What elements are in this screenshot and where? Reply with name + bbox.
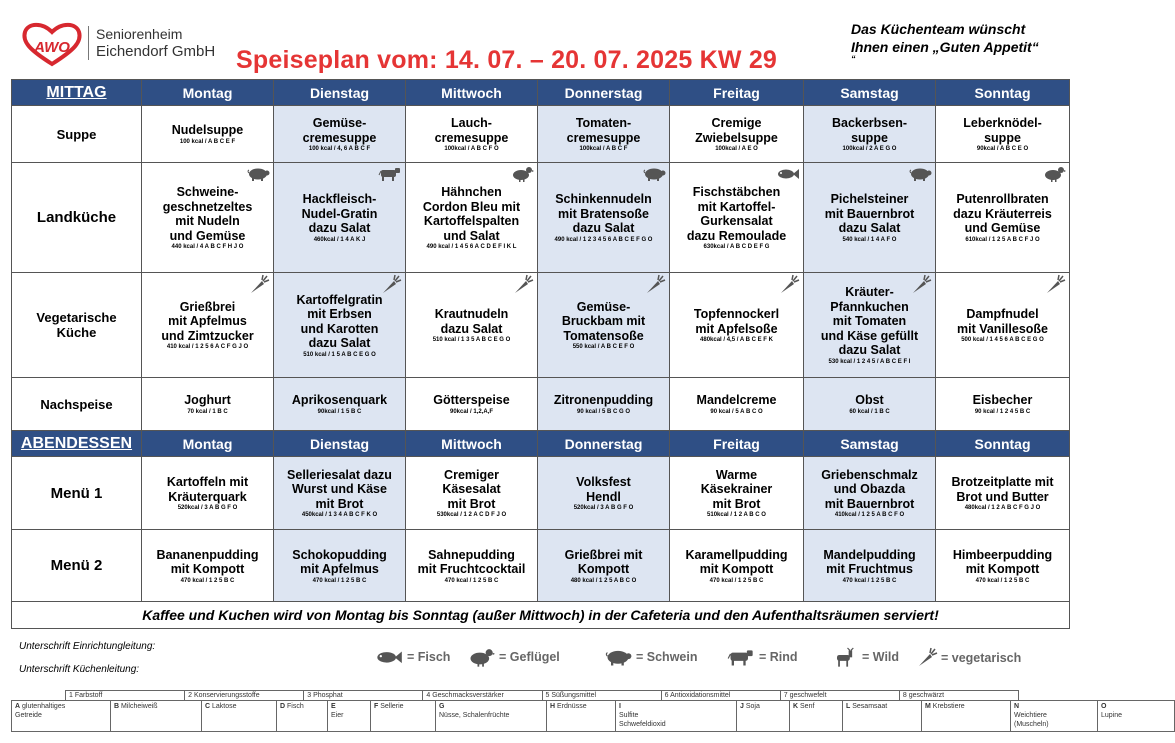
dish-nutrition: 460kcal / 1 4 A K J xyxy=(313,236,366,243)
dish-cell xyxy=(538,106,670,163)
dish-name: Himbeerpudding mit Kompott xyxy=(952,547,1053,576)
legend-label: = Fisch xyxy=(407,650,451,664)
row-label: Landküche xyxy=(12,163,142,273)
dish-cell xyxy=(274,457,406,530)
dish-name: Kräuter- Pfannkuchen mit Tomaten und Käse gefüllt dazu Salat xyxy=(820,285,919,358)
dish-name: Grießbrei mit Apfelmus und Zimtzucker xyxy=(161,299,254,343)
allergen-item xyxy=(277,701,328,732)
menu-row xyxy=(12,378,1070,431)
allergen-text: Krebstiere xyxy=(932,703,965,710)
dish-name: Aprikosenquark xyxy=(291,393,388,408)
dish-nutrition: 540 kcal / 1 4 A F O xyxy=(842,236,897,243)
dish-cell xyxy=(406,457,538,530)
dish-cell xyxy=(274,106,406,163)
dish-nutrition: 100 kcal / 4, 6 A B C F xyxy=(308,146,371,152)
allergen-text: Sellerie xyxy=(380,703,404,710)
allergen-code: H xyxy=(550,703,556,710)
day-header-sonntag: Sonntag xyxy=(936,431,1070,457)
day-header-freitag: Freitag xyxy=(670,80,804,106)
dish-nutrition: 100 kcal / A B C E F xyxy=(179,138,236,145)
dish-nutrition: 100kcal / 2 A E G O xyxy=(842,146,897,152)
day-header-dienstag: Dienstag xyxy=(274,431,406,457)
allergen-text: Erdnüsse xyxy=(557,703,587,710)
dish-name: Götterspeise xyxy=(433,393,510,408)
dish-name: Hackfleisch- Nudel-Gratin dazu Salat xyxy=(301,192,378,236)
logo-separator xyxy=(88,26,89,60)
row-label: Menü 1 xyxy=(12,457,142,530)
dish-nutrition: 100kcal / A E O xyxy=(715,146,758,152)
facility-name-line1: Seniorenheim xyxy=(96,26,183,42)
menu-table xyxy=(11,79,1070,629)
chicken-icon xyxy=(467,648,495,666)
dish-name: Karamellpudding mit Kompott xyxy=(685,547,788,576)
additive-item: 8 geschwärzt xyxy=(899,691,1018,701)
allergen-code: B xyxy=(114,703,120,710)
dish-cell xyxy=(538,530,670,602)
allergen-code: O xyxy=(1101,703,1107,710)
allergen-text: glutenhaltiges Getreide xyxy=(15,703,66,719)
chicken-icon xyxy=(1042,166,1066,182)
dish-cell xyxy=(274,273,406,378)
dish-cell xyxy=(804,106,936,163)
dish-nutrition: 470 kcal / 1 2 5 B C xyxy=(709,577,764,584)
dish-cell xyxy=(670,273,804,378)
dish-name: Eisbecher xyxy=(972,393,1033,408)
day-header-samstag: Samstag xyxy=(804,80,936,106)
allergen-item xyxy=(12,701,111,732)
row-label: Nachspeise xyxy=(12,378,142,431)
dish-name: Putenrollbraten dazu Kräuterreis und Gemüse xyxy=(953,192,1052,236)
menu-row xyxy=(12,457,1070,530)
allergen-item xyxy=(1011,701,1098,732)
day-header-samstag: Samstag xyxy=(804,431,936,457)
dish-nutrition: 480kcal / 1 2 A B C F G J O xyxy=(964,505,1041,511)
dish-cell xyxy=(538,273,670,378)
dish-cell xyxy=(936,163,1070,273)
dish-cell xyxy=(538,163,670,273)
dish-name: Warme Käsekrainer mit Brot xyxy=(700,467,773,511)
menu-row xyxy=(12,273,1070,378)
dish-name: Krautnudeln dazu Salat xyxy=(434,307,509,336)
day-header-montag: Montag xyxy=(142,80,274,106)
row-label: Vegetarische Küche xyxy=(12,273,142,378)
carrot-icon xyxy=(917,648,937,668)
dish-nutrition: 470 kcal / 1 2 5 B C xyxy=(975,577,1030,584)
dish-nutrition: 510 kcal / 1 3 5 A B C E G O xyxy=(432,337,511,343)
dish-cell xyxy=(936,530,1070,602)
dish-cell xyxy=(670,378,804,431)
row-label: Suppe xyxy=(12,106,142,163)
carrot-icon xyxy=(381,275,401,295)
dish-nutrition: 90 kcal / 5 A B C O xyxy=(710,408,763,415)
dish-cell xyxy=(142,163,274,273)
allergen-item xyxy=(843,701,922,732)
dish-nutrition: 100kcal / A B C F O xyxy=(444,146,499,152)
dish-cell xyxy=(406,530,538,602)
legend-item xyxy=(917,648,1021,668)
dish-name: Grießbrei mit Kompott xyxy=(564,547,643,576)
deer-icon xyxy=(830,648,858,666)
dish-nutrition: 510kcal / 1 2 A B C O xyxy=(707,512,766,519)
dish-cell xyxy=(406,106,538,163)
allergen-text: Lupine xyxy=(1101,712,1123,719)
dish-name: Fischstäbchen mit Kartoffel- Gurkensalat dazu Remoulade xyxy=(686,185,787,243)
greeting-line3: “ xyxy=(851,54,856,64)
allergen-item xyxy=(371,701,436,732)
allergen-item xyxy=(922,701,1011,732)
dish-name: Zitronenpudding xyxy=(553,393,654,408)
dish-name: Gemüse- cremesuppe xyxy=(302,116,377,145)
dish-nutrition: 90kcal / A B C E O xyxy=(976,146,1029,152)
pig-icon xyxy=(604,648,632,666)
additive-item: 6 Antioxidationsmittel xyxy=(661,691,780,701)
facility-name xyxy=(96,26,215,60)
allergen-item xyxy=(737,701,790,732)
dish-name: Topfennockerl mit Apfelsoße xyxy=(693,307,780,336)
allergen-item xyxy=(202,701,277,732)
additive-item: 1 Farbstoff xyxy=(66,691,185,701)
allergen-text: Eier xyxy=(331,712,344,719)
svg-text:AWO: AWO xyxy=(34,39,70,56)
dish-name: Kartoffeln mit Kräuterquark xyxy=(166,475,249,504)
dish-name: Kartoffelgratin mit Erbsen und Karotten dazu Salat xyxy=(296,292,383,350)
legend-label: = Schwein xyxy=(636,650,698,664)
dish-nutrition: 90kcal / 1 5 B C xyxy=(317,408,362,415)
dish-nutrition: 490 kcal / 1 2 3 4 5 6 A B C E F G O xyxy=(554,236,653,243)
fish-icon xyxy=(776,166,800,182)
allergen-code: E xyxy=(331,703,336,710)
legend-item xyxy=(830,648,899,666)
dish-nutrition: 410 kcal / 1 2 5 6 A C F G J O xyxy=(166,344,249,351)
carrot-icon xyxy=(911,275,931,295)
allergen-code: F xyxy=(374,703,379,710)
allergen-code: C xyxy=(205,703,211,710)
dish-cell xyxy=(538,457,670,530)
coffee-note-row xyxy=(12,602,1070,629)
dish-nutrition: 60 kcal / 1 B C xyxy=(849,408,890,415)
dish-name: Pichelsteiner mit Bauernbrot dazu Salat xyxy=(824,192,915,236)
dish-name: Leberknödel- suppe xyxy=(963,116,1042,145)
dish-cell xyxy=(274,530,406,602)
allergen-item xyxy=(790,701,843,732)
signature-facility-label: Unterschrift Einrichtungleitung: xyxy=(19,641,156,652)
greeting-line1: Das Küchenteam wünscht xyxy=(851,21,1026,37)
dish-name: Volksfest Hendl xyxy=(576,475,631,504)
day-header-montag: Montag xyxy=(142,431,274,457)
day-header-donnerstag: Donnerstag xyxy=(538,80,670,106)
allergen-code: K xyxy=(793,703,799,710)
additive-item: 5 Süßungsmittel xyxy=(542,691,661,701)
dish-nutrition: 470 kcal / 1 2 5 B C xyxy=(444,577,499,584)
dish-cell xyxy=(804,457,936,530)
dish-nutrition: 100kcal / A B C F xyxy=(579,146,628,152)
carrot-icon xyxy=(513,275,533,295)
pig-icon xyxy=(246,166,270,182)
dish-nutrition: 410kcal / 1 2 5 A B C F O xyxy=(834,512,905,519)
abend-section-label: ABENDESSEN xyxy=(12,431,142,457)
dish-name: Nudelsuppe xyxy=(171,123,244,138)
dish-cell xyxy=(936,273,1070,378)
facility-name-line2: Eichendorf GmbH xyxy=(96,43,216,60)
dish-name: Schinkennudeln mit Bratensoße dazu Salat xyxy=(555,192,652,236)
day-header-donnerstag: Donnerstag xyxy=(538,431,670,457)
allergen-code: I xyxy=(619,703,621,710)
legend-label: = Wild xyxy=(862,650,900,664)
carrot-icon xyxy=(249,275,269,295)
allergen-code: J xyxy=(740,703,744,710)
dish-cell xyxy=(406,273,538,378)
legend-label: = Geflügel xyxy=(499,650,560,664)
carrot-icon xyxy=(1045,275,1065,295)
dish-cell xyxy=(804,273,936,378)
dish-cell xyxy=(936,378,1070,431)
dish-nutrition: 520kcal / 3 A B G F O xyxy=(177,505,238,511)
dish-nutrition: 490 kcal / 1 4 5 6 A C D E F I K L xyxy=(426,244,517,250)
dish-nutrition: 630kcal / A B C D E F G xyxy=(703,244,770,250)
allergen-code: M xyxy=(925,703,931,710)
dish-nutrition: 530kcal / 1 2 A C D F J O xyxy=(436,512,507,519)
dish-name: Selleriesalat dazu Wurst und Käse mit Brot xyxy=(287,467,392,511)
dish-name: Sahnepudding mit Fruchtcocktail xyxy=(417,547,526,576)
dish-nutrition: 500 kcal / 1 4 5 6 A B C E G O xyxy=(961,337,1044,343)
dish-name: Backerbsen- suppe xyxy=(831,116,908,145)
legend-label: = Rind xyxy=(759,650,798,664)
pig-icon xyxy=(642,166,666,182)
dish-name: Obst xyxy=(855,393,884,408)
page-title: Speiseplan vom: 14. 07. – 20. 07. 2025 KW 29 xyxy=(236,46,778,74)
dish-nutrition: 90 kcal / 1 2 4 5 B C xyxy=(974,408,1031,415)
allergens-table xyxy=(11,700,1175,732)
legend-item xyxy=(467,648,560,666)
allergen-item xyxy=(436,701,547,732)
dish-name: Dampfnudel mit Vanillesoße xyxy=(956,307,1048,336)
dish-name: Joghurt xyxy=(184,393,231,408)
dish-name: Schweine- geschnetzeltes mit Nudeln und Gemüse xyxy=(162,185,253,243)
dish-name: Lauch- cremesuppe xyxy=(434,116,509,145)
menu-row xyxy=(12,163,1070,273)
allergen-text: Laktose xyxy=(212,703,237,710)
allergen-text: Milcheiweiß xyxy=(121,703,158,710)
dish-nutrition: 610kcal / 1 2 5 A B C F J O xyxy=(965,236,1040,243)
day-header-freitag: Freitag xyxy=(670,431,804,457)
dish-name: Bananenpudding mit Kompott xyxy=(156,547,259,576)
dish-nutrition: 470 kcal / 1 2 5 B C xyxy=(180,577,235,584)
dish-cell xyxy=(670,530,804,602)
dish-cell xyxy=(670,457,804,530)
carrot-icon xyxy=(779,275,799,295)
chicken-icon xyxy=(510,166,534,182)
dish-nutrition: 550 kcal / A B C E F O xyxy=(572,344,635,351)
dish-name: Mandelcreme xyxy=(696,393,777,408)
menu-row xyxy=(12,530,1070,602)
cow-icon xyxy=(727,648,755,666)
additive-item: 7 geschwefelt xyxy=(780,691,899,701)
dish-cell xyxy=(274,163,406,273)
dish-cell xyxy=(142,273,274,378)
carrot-icon xyxy=(645,275,665,295)
dish-cell xyxy=(274,378,406,431)
dish-cell xyxy=(406,378,538,431)
signature-kitchen-label: Unterschrift Küchenleitung: xyxy=(19,664,140,675)
allergen-item xyxy=(616,701,737,732)
dish-name: Mandelpudding mit Fruchtmus xyxy=(823,547,916,576)
greeting-line2: Ihnen einen „Guten Appetit“ xyxy=(851,39,1039,55)
greeting xyxy=(851,20,1039,62)
dish-cell xyxy=(142,530,274,602)
menu-row xyxy=(12,106,1070,163)
dish-nutrition: 520kcal / 3 A B G F O xyxy=(573,505,634,511)
dish-name: Gemüse- Bruckbam mit Tomatensoße xyxy=(561,299,646,343)
allergen-text: Fisch xyxy=(287,703,304,710)
day-header-dienstag: Dienstag xyxy=(274,80,406,106)
allergen-text: Nüsse, Schalenfrüchte xyxy=(439,712,510,719)
legend-item xyxy=(375,648,450,666)
row-label: Menü 2 xyxy=(12,530,142,602)
coffee-note: Kaffee und Kuchen wird von Montag bis Sonntag (außer Mittwoch) in der Cafeteria und den Aufenthaltsräumen serviert! xyxy=(12,602,1070,629)
dish-nutrition: 440 kcal / 4 A B C F H J O xyxy=(171,244,244,250)
dish-nutrition: 470 kcal / 1 2 5 B C xyxy=(312,577,367,584)
day-header-mittwoch: Mittwoch xyxy=(406,431,538,457)
dish-name: Schokopudding mit Apfelmus xyxy=(292,547,387,576)
day-header-row xyxy=(12,80,1070,106)
allergen-item xyxy=(328,701,371,732)
fish-icon xyxy=(375,648,403,666)
allergen-code: D xyxy=(280,703,286,710)
dish-name: Cremige Zwiebelsuppe xyxy=(695,116,778,145)
dish-name: Brotzeitplatte mit Brot und Butter xyxy=(951,475,1054,504)
dish-nutrition: 530 kcal / 1 2 4 5 / A B C E F I xyxy=(828,358,911,365)
dish-nutrition: 480kcal / 4,5 / A B C E F K xyxy=(700,337,773,343)
additive-item: 2 Konservierungsstoffe xyxy=(185,691,304,701)
allergen-text: Senf xyxy=(800,703,815,710)
dish-nutrition: 90 kcal / 5 B C G O xyxy=(576,408,631,415)
allergen-code: N xyxy=(1014,703,1020,710)
dish-cell xyxy=(142,106,274,163)
dish-cell xyxy=(804,378,936,431)
dish-nutrition: 480 kcal / 1 2 5 A B C O xyxy=(570,577,637,584)
dish-cell xyxy=(670,163,804,273)
dish-nutrition: 90kcal / 1,2,A,F xyxy=(449,408,494,415)
dish-nutrition: 470 kcal / 1 2 5 B C xyxy=(842,577,897,584)
dish-cell xyxy=(670,106,804,163)
legend-label: = vegetarisch xyxy=(941,651,1022,665)
day-header-row xyxy=(12,431,1070,457)
heart-logo-icon xyxy=(22,22,82,66)
awo-logo xyxy=(22,22,232,70)
allergen-item xyxy=(547,701,616,732)
dish-name: Griebenschmalz und Obazda mit Bauernbrot xyxy=(821,467,918,511)
dish-nutrition: 70 kcal / 1 B C xyxy=(187,408,228,415)
allergen-code: L xyxy=(846,703,851,710)
dish-name: Tomaten- cremesuppe xyxy=(566,116,641,145)
dish-cell xyxy=(936,457,1070,530)
allergen-text: Soja xyxy=(745,703,760,710)
dish-cell xyxy=(936,106,1070,163)
allergen-code: G xyxy=(439,703,445,710)
dish-nutrition: 510 kcal / 1 5 A B C E G O xyxy=(303,351,376,358)
dish-nutrition: 450kcal / 1 3 4 A B C F K O xyxy=(301,512,378,519)
allergen-code: A xyxy=(15,703,21,710)
dish-cell xyxy=(142,457,274,530)
dish-cell xyxy=(406,163,538,273)
dish-cell xyxy=(804,163,936,273)
additive-item: 4 Geschmacksverstärker xyxy=(423,691,542,701)
day-header-sonntag: Sonntag xyxy=(936,80,1070,106)
legend-item xyxy=(727,648,798,666)
dish-cell xyxy=(142,378,274,431)
cow-icon xyxy=(378,166,402,182)
allergen-item xyxy=(111,701,202,732)
allergen-text: Sulfite Schwefeldioxid xyxy=(619,712,666,728)
allergen-text: Sesamsaat xyxy=(852,703,888,710)
dish-name: Cremiger Käsesalat mit Brot xyxy=(442,467,501,511)
dish-cell xyxy=(538,378,670,431)
dish-cell xyxy=(804,530,936,602)
allergen-item xyxy=(1098,701,1175,732)
mittag-section-label: MITTAG xyxy=(12,80,142,106)
allergen-text: Weichtiere (Muscheln) xyxy=(1014,712,1049,728)
pig-icon xyxy=(908,166,932,182)
additive-item: 3 Phosphat xyxy=(304,691,423,701)
dish-name: Hähnchen Cordon Bleu mit Kartoffelspalten und Salat xyxy=(422,185,521,243)
legend-item xyxy=(604,648,697,666)
day-header-mittwoch: Mittwoch xyxy=(406,80,538,106)
